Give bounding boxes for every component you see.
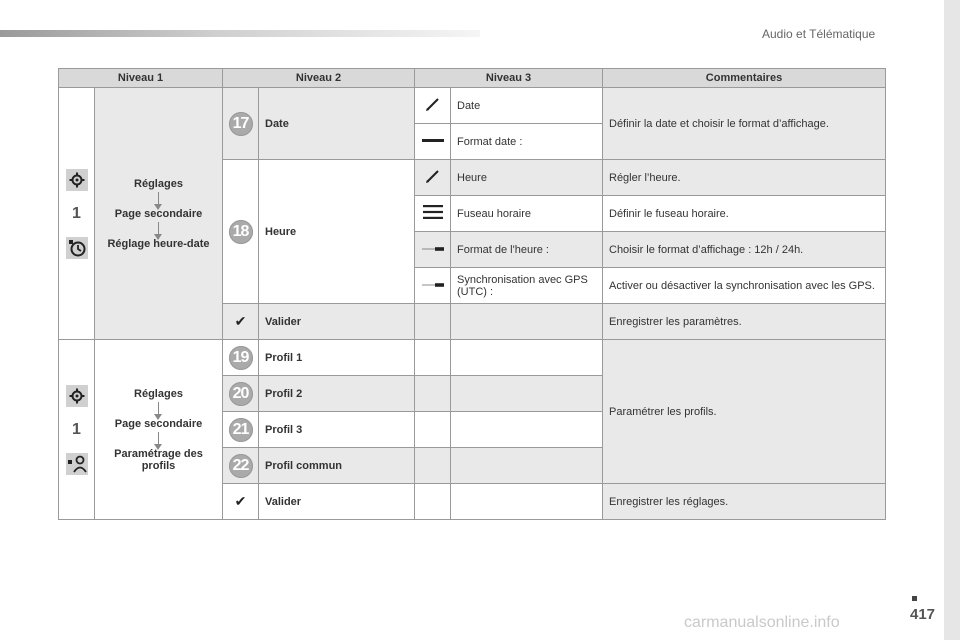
check-icon-cell — [223, 484, 259, 520]
page-side-strip — [944, 0, 960, 640]
step-badge: 20 — [229, 382, 253, 406]
step-badge: 22 — [229, 454, 253, 478]
empty-cell — [451, 376, 603, 412]
level2-item: Réglage heure-date — [107, 237, 210, 250]
badge-cell — [223, 88, 259, 160]
profile-label: Profil 1 — [259, 340, 415, 376]
pencil-icon — [425, 168, 441, 184]
step-badge: 18 — [229, 220, 253, 244]
page-marker — [912, 596, 917, 601]
empty-cell — [451, 340, 603, 376]
watermark: carmanualsonline.info — [684, 614, 840, 631]
comment: Définir le fuseau horaire. — [603, 196, 886, 232]
empty-cell — [415, 340, 451, 376]
badge-cell — [223, 160, 259, 304]
section-title: Audio et Télématique — [762, 27, 876, 41]
edit-icon-cell — [415, 88, 451, 124]
toggle-icon-cell — [415, 232, 451, 268]
level3-label: Format de l'heure : — [451, 232, 603, 268]
empty-cell — [451, 412, 603, 448]
check-icon-cell — [223, 304, 259, 340]
comment: Activer ou désactiver la synchronisation avec les GPS. — [603, 268, 886, 304]
level2-path-group2 — [95, 340, 223, 520]
level2-item: Réglages — [134, 177, 183, 190]
level3-label: Synchronisation avec GPS (UTC) : — [451, 268, 603, 304]
page-number: 417 — [910, 606, 936, 623]
valider-label: Valider — [259, 484, 415, 520]
badge-cell — [223, 412, 259, 448]
checkmark-icon: ✔ — [234, 493, 247, 509]
level2-item: Page secondaire — [114, 417, 203, 430]
badge-cell — [223, 340, 259, 376]
valider-label: Valider — [259, 304, 415, 340]
profile-label: Profil 3 — [259, 412, 415, 448]
col-header-niveau2: Niveau 2 — [223, 69, 415, 88]
format-bar-icon — [422, 137, 444, 145]
empty-cell — [451, 304, 603, 340]
comment: Paramétrer les profils. — [603, 340, 886, 484]
empty-cell — [415, 376, 451, 412]
level2-label-date: Date — [259, 88, 415, 160]
settings-gear-icon — [66, 385, 88, 407]
settings-gear-icon — [66, 169, 88, 191]
step-badge: 21 — [229, 418, 253, 442]
table-header-row — [59, 69, 886, 88]
comment: Choisir le format d’affichage : 12h / 24h. — [603, 232, 886, 268]
level2-label-heure: Heure — [259, 160, 415, 304]
level2-path-group1 — [95, 88, 223, 340]
header-gradient-bar — [0, 30, 480, 37]
step-badge: 17 — [229, 112, 253, 136]
arrow-down-icon — [158, 222, 159, 236]
empty-cell — [415, 448, 451, 484]
toggle-switch-icon — [422, 245, 444, 253]
level1-number: 1 — [72, 420, 81, 438]
list-icon-cell — [415, 196, 451, 232]
level2-item: Paramétrage des profils — [114, 447, 203, 472]
clock-settings-icon — [66, 237, 88, 259]
badge-cell — [223, 448, 259, 484]
empty-cell — [415, 412, 451, 448]
profile-label: Profil commun — [259, 448, 415, 484]
empty-cell — [415, 484, 451, 520]
comment: Enregistrer les réglages. — [603, 484, 886, 520]
level1-icons-group1 — [59, 88, 95, 340]
badge-cell — [223, 376, 259, 412]
step-badge: 19 — [229, 346, 253, 370]
level3-label: Heure — [451, 160, 603, 196]
level1-icons-group2 — [59, 340, 95, 520]
empty-cell — [451, 448, 603, 484]
col-header-niveau1: Niveau 1 — [59, 69, 223, 88]
col-header-niveau3: Niveau 3 — [415, 69, 603, 88]
arrow-down-icon — [158, 402, 159, 416]
level2-item: Réglages — [134, 387, 183, 400]
col-header-commentaires: Commentaires — [603, 69, 886, 88]
empty-cell — [451, 484, 603, 520]
arrow-down-icon — [158, 432, 159, 446]
table-row — [59, 340, 886, 376]
comment: Régler l’heure. — [603, 160, 886, 196]
table-row — [59, 88, 886, 124]
edit-icon-cell — [415, 160, 451, 196]
arrow-down-icon — [158, 192, 159, 206]
profile-label: Profil 2 — [259, 376, 415, 412]
comment: Enregistrer les paramètres. — [603, 304, 886, 340]
checkmark-icon: ✔ — [234, 313, 247, 329]
level3-label: Fuseau horaire — [451, 196, 603, 232]
toggle-switch-icon — [422, 281, 444, 289]
toggle-icon-cell — [415, 268, 451, 304]
level3-label: Date — [451, 88, 603, 124]
format-icon-cell — [415, 124, 451, 160]
level2-item: Page secondaire — [114, 207, 203, 220]
list-icon — [423, 205, 443, 219]
empty-cell — [415, 304, 451, 340]
level1-number: 1 — [72, 204, 81, 222]
profile-settings-icon — [66, 453, 88, 475]
level3-label: Format date : — [451, 124, 603, 160]
pencil-icon — [425, 96, 441, 112]
settings-table — [58, 68, 886, 520]
comment: Définir la date et choisir le format d’affichage. — [603, 88, 886, 160]
